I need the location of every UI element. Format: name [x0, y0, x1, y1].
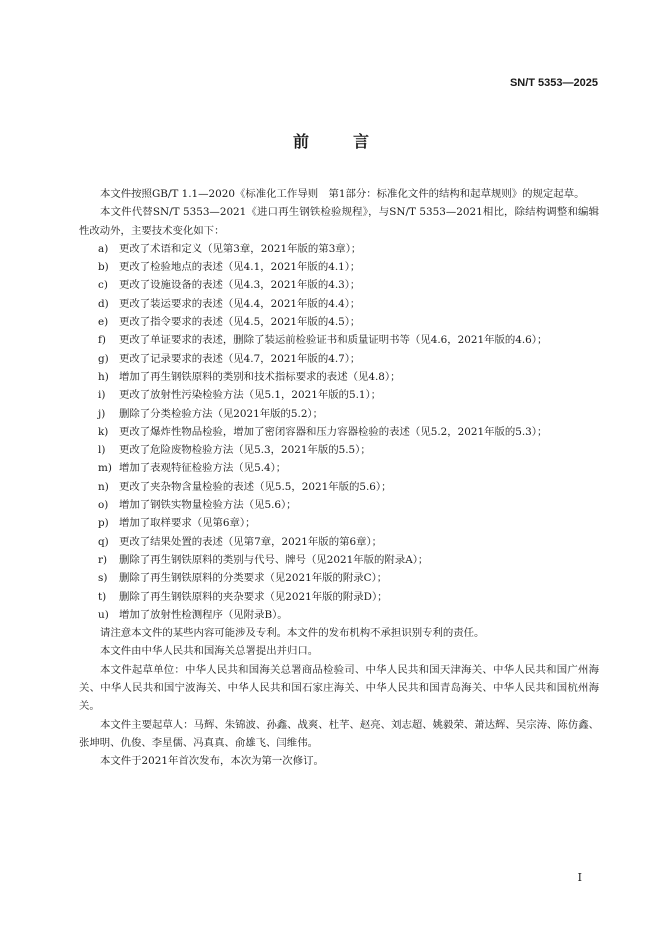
list-item-label: q)	[98, 535, 109, 548]
list-item-text: 更改了术语和定义（见第3章，2021年版的第3章）；	[119, 242, 362, 255]
list-item	[79, 588, 599, 606]
list-item	[79, 368, 599, 386]
list-item-text: 更改了装运要求的表述（见4.4，2021年版的4.4）；	[119, 297, 361, 310]
list-item-label: k)	[98, 425, 109, 438]
list-item-label: c)	[98, 279, 108, 292]
list-item	[79, 496, 599, 514]
list-item-label: f)	[98, 334, 106, 347]
list-item-label: g)	[98, 352, 109, 365]
list-item-label: b)	[98, 261, 109, 274]
list-item-label: h)	[98, 370, 109, 383]
list-item-label: i)	[98, 389, 106, 402]
list-item-label: s)	[98, 572, 108, 585]
list-item-text: 删除了再生钢铁原料的分类要求（见2021年版的附录C）；	[119, 572, 388, 585]
list-item-text: 删除了再生钢铁原料的夹杂要求（见2021年版的附录D）；	[119, 590, 388, 603]
page-number: I	[577, 871, 582, 884]
list-item	[79, 276, 599, 294]
list-item-text: 删除了再生钢铁原料的类别与代号、牌号（见2021年版的附录A）；	[119, 553, 429, 566]
list-item	[79, 441, 599, 459]
list-item-text: 更改了记录要求的表述（见4.7，2021年版的4.7）；	[119, 352, 361, 365]
list-item-text: 增加了再生钢铁原料的类别和技术指标要求的表述（见4.8）；	[119, 370, 401, 383]
list-item	[79, 350, 599, 368]
list-item-text: 增加了表观特征检验方法（见5.4）；	[119, 462, 287, 475]
list-item-text: 增加了钢铁实物量检验方法（见5.6）；	[119, 499, 297, 512]
list-item	[79, 606, 599, 624]
list-item	[79, 240, 599, 258]
list-item-text: 更改了结果处置的表述（见第7章，2021年版的第6章）；	[119, 535, 383, 548]
paragraph: 请注意本文件的某些内容可能涉及专利。本文件的发布机构不承担识别专利的责任。	[100, 627, 485, 640]
paragraph: 本文件起草单位：中华人民共和国海关总署商品检验司、中华人民共和国天津海关、中华人民共和国广州海关、中华人民共和国宁波海关、中华人民共和国石家庄海关、中华人民共和国青岛海关、中华人民共和国杭州海关。	[79, 663, 599, 713]
list-item-text: 删除了分类检验方法（见2021年版的5.2）；	[119, 407, 324, 420]
list-item-label: e)	[98, 316, 109, 329]
standard-number: SN/T 5353—2025	[509, 77, 598, 89]
list-item-text: 更改了放射性污染检验方法（见5.1，2021年版的5.1）；	[119, 389, 382, 402]
list-item	[79, 405, 599, 423]
list-item-text: 更改了指令要求的表述（见4.5，2021年版的4.5）；	[119, 316, 361, 329]
list-item-label: t)	[98, 590, 107, 603]
list-item	[79, 313, 599, 331]
paragraph: 本文件由中华人民共和国海关总署提出并归口。	[100, 645, 319, 658]
list-item	[79, 514, 599, 532]
technical-changes-list	[79, 240, 599, 624]
list-item	[79, 258, 599, 276]
list-item-text: 更改了危险废物检验方法（见5.3，2021年版的5.5）；	[119, 444, 371, 457]
list-item	[79, 331, 599, 349]
list-item-text: 增加了放射性检测程序（见附录B）。	[119, 608, 288, 621]
list-item	[79, 423, 599, 441]
list-item-label: l)	[98, 444, 106, 457]
list-item-label: r)	[98, 553, 108, 566]
list-item	[79, 478, 599, 496]
list-item-label: u)	[98, 608, 109, 621]
list-item-label: p)	[98, 517, 109, 530]
list-item-text: 增加了取样要求（见第6章）；	[119, 517, 256, 530]
paragraph: 本文件于2021年首次发布，本次为第一次修订。	[100, 755, 324, 768]
list-item-text: 更改了检验地点的表述（见4.1，2021年版的4.1）；	[119, 261, 361, 274]
paragraph: 本文件主要起草人：马辉、朱锦波、孙鑫、战爽、杜芊、赵亮、刘志超、姚毅荣、萧达辉、吴宗涛、陈仿鑫、张坤明、仇俊、李星儒、冯真真、俞雄飞、闫维伟。	[79, 718, 599, 749]
list-item-label: a)	[98, 242, 109, 255]
list-item	[79, 569, 599, 587]
list-item-label: n)	[98, 480, 109, 493]
list-item-label: d)	[98, 297, 109, 310]
list-item	[79, 459, 599, 477]
page-title: 前言	[292, 132, 413, 151]
list-item-text: 更改了爆炸性物品检验，增加了密闭容器和压力容器检验的表述（见5.2，2021年版的5.3）；	[119, 425, 548, 438]
list-item-text: 更改了设施设备的表述（见4.3，2021年版的4.3）；	[119, 279, 361, 292]
list-item-label: o)	[98, 499, 109, 512]
list-item	[79, 551, 599, 569]
list-item-label: j)	[98, 407, 106, 420]
foreword-body	[79, 185, 599, 771]
list-item-text: 更改了夹杂物含量检验的表述（见5.5，2021年版的5.6）；	[119, 480, 392, 493]
list-item	[79, 533, 599, 551]
list-item	[79, 386, 599, 404]
paragraph: 本文件代替SN/T 5353—2021《进口再生钢铁检验规程》，与SN/T 5353—2021相比，除结构调整和编辑性改动外，主要技术变化如下：	[79, 206, 599, 237]
paragraph: 本文件按照GB/T 1.1—2020《标准化工作导则 第1部分：标准化文件的结构和起草规则》的规定起草。	[100, 188, 585, 200]
list-item-text: 更改了单证要求的表述，删除了装运前检验证书和质量证明书等（见4.6，2021年版的4.6）；	[119, 334, 548, 347]
list-item-label: m)	[98, 462, 112, 475]
list-item	[79, 295, 599, 313]
